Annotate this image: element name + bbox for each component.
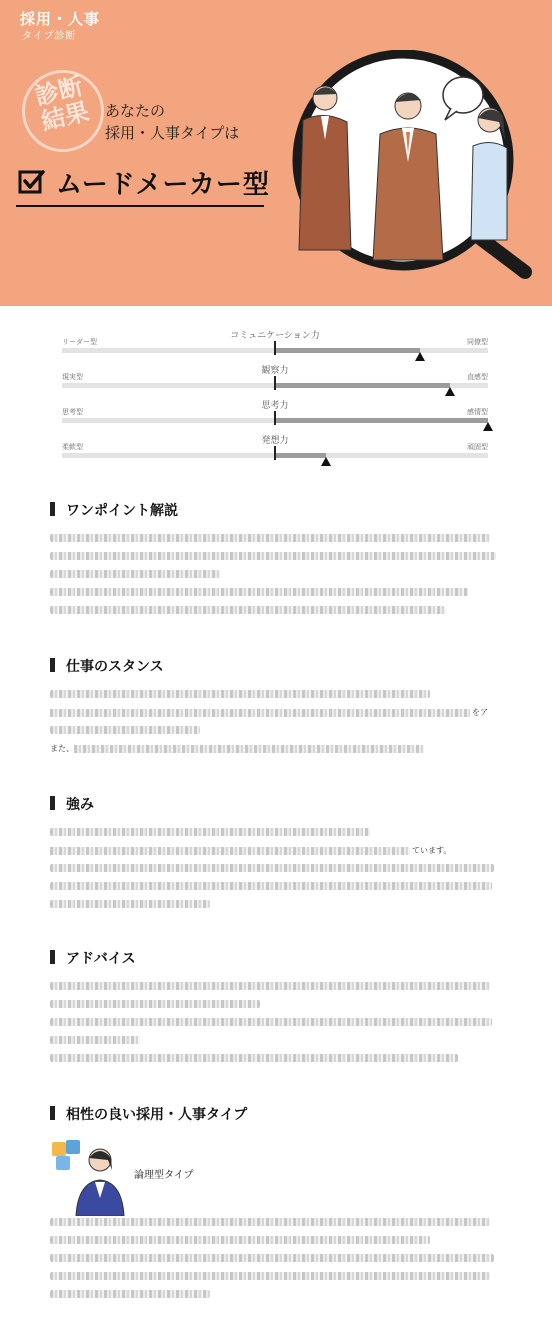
scale-fill [275,418,488,423]
scale-right-label: 同僚型 [467,338,488,346]
text-fragment: をア [472,708,488,717]
scale-row [62,363,488,398]
scale-left-label: 思考型 [62,408,83,416]
section-one-point [50,500,498,624]
section-text-blurred [50,828,498,908]
scale-right-label: 直感型 [467,373,488,381]
scale-left-label: 柔軟型 [62,443,83,451]
scale-fill [275,348,420,353]
scale-right-label: 感情型 [467,408,488,416]
scale-row [62,328,488,363]
result-lead [105,100,239,144]
heading-bar [50,502,55,516]
section-title: 仕事のスタンス [66,659,164,675]
scale-marker [483,422,493,431]
section-header [50,948,498,968]
lead-line-1: あなたの [105,102,166,120]
scale-right-label: 頑固型 [467,443,488,451]
scale-fill [275,453,326,458]
section-header [50,1104,498,1124]
logical-type-illustration [50,1138,126,1216]
scale-fill [275,383,450,388]
scale-name: 思考力 [261,401,289,411]
type-scales [62,328,488,468]
text-fragment: ています。 [412,846,452,855]
scale-center-line [274,446,276,460]
section-advice [50,948,498,1072]
heading-bar [50,796,55,810]
scale-row [62,398,488,433]
brand-subtitle: タイプ診断 [22,31,77,42]
section-text-blurred [50,982,498,1062]
scale-center-line [274,376,276,390]
scale-center-line [274,341,276,355]
scale-marker [321,457,331,466]
section-work-stance [50,656,498,762]
lead-line-2: 採用・人事タイプは [105,124,240,142]
section-text-blurred [50,690,498,753]
scale-marker [415,352,425,361]
stamp-text: 診断結果 [32,71,92,137]
scale-left-label: リーダー型 [62,338,97,346]
section-text-blurred [50,1218,498,1308]
type-underline [16,205,264,207]
checkbox-icon [18,168,46,196]
section-header [50,794,498,814]
section-header [50,656,498,676]
heading-bar [50,1106,55,1120]
scale-row [62,433,488,468]
scale-name: 観察力 [261,366,289,376]
type-name: ムードメーカー型 [56,170,270,200]
result-header [0,0,552,306]
brand-title: 採用・人事 [20,10,101,28]
magnifier-illustration [285,50,535,280]
section-text-blurred [50,534,498,614]
section-title: 相性の良い採用・人事タイプ [66,1107,248,1123]
scale-name: 発想力 [261,436,289,446]
scale-center-line [274,411,276,425]
compatible-type-label: 論理型タイプ [134,1170,194,1181]
section-strength [50,794,498,918]
scale-name: コミュニケーション力 [230,331,320,341]
section-title: 強み [66,797,94,813]
heading-bar [50,950,55,964]
heading-bar [50,658,55,672]
section-title: ワンポイント解説 [66,503,178,519]
section-title: アドバイス [66,951,136,967]
scale-left-label: 現実型 [62,373,83,381]
section-compatible-type [50,1104,498,1314]
scale-marker [445,387,455,396]
section-header [50,500,498,520]
text-fragment: また、 [50,744,74,753]
